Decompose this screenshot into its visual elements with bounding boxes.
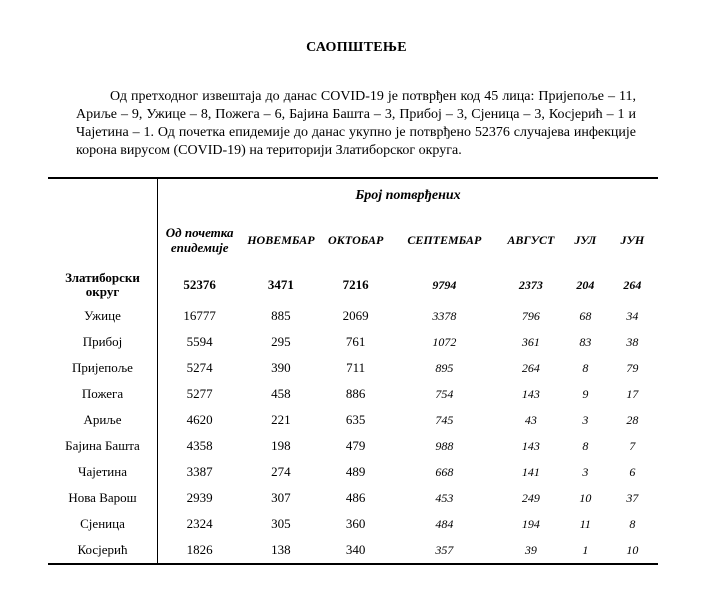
table-row (48, 537, 658, 564)
cell-value: 295 (271, 334, 291, 349)
cell-value: 340 (345, 542, 366, 557)
cell-value: 38 (626, 334, 639, 349)
cell-value: 711 (346, 360, 366, 375)
column-header-october: ОКТОБАР (327, 232, 384, 247)
cell-value: 1826 (186, 542, 213, 557)
total-row (48, 267, 658, 303)
column-header-since-start: Од почетка епидемије (165, 225, 234, 255)
table-row (48, 355, 658, 381)
cell-value: 34 (626, 308, 639, 323)
cell-value: 2324 (186, 516, 213, 531)
cell-value: 307 (271, 490, 291, 505)
cell-value: 361 (521, 334, 540, 349)
cell-value: 16777 (183, 308, 216, 323)
cell-value: 486 (345, 490, 366, 505)
cell-value: 885 (271, 308, 291, 323)
cell-value: 4358 (186, 438, 213, 453)
cell-value: 83 (579, 334, 592, 349)
cell-value: 745 (435, 412, 454, 427)
group-header-row (48, 178, 658, 213)
table-row (48, 433, 658, 459)
row-name: Пожега (48, 381, 158, 407)
cell-value: 1 (582, 542, 589, 557)
cases-table (48, 177, 658, 565)
table-row (48, 329, 658, 355)
row-name: Ужице (48, 303, 158, 329)
cell-value: 635 (345, 412, 366, 427)
cell-value: 668 (435, 464, 454, 479)
cell-value: 2069 (342, 308, 369, 323)
cell-value: 52376 (183, 277, 216, 292)
cell-value: 274 (271, 464, 291, 479)
cell-value: 249 (521, 490, 540, 505)
cell-value: 8 (582, 438, 589, 453)
cell-value: 17 (626, 386, 639, 401)
cell-value: 453 (435, 490, 454, 505)
cell-value: 79 (626, 360, 639, 375)
cell-value: 988 (435, 438, 454, 453)
column-header-september: СЕПТЕМБАР (407, 232, 482, 247)
column-header-july: ЈУЛ (574, 232, 597, 247)
cell-value: 138 (271, 542, 291, 557)
cell-value: 7 (629, 438, 636, 453)
cell-value: 489 (345, 464, 366, 479)
cell-value: 204 (576, 277, 595, 292)
cell-value: 4620 (186, 412, 213, 427)
cell-value: 3471 (267, 277, 294, 292)
cell-value: 143 (521, 386, 540, 401)
table-row (48, 459, 658, 485)
cell-value: 39 (524, 542, 537, 557)
cell-value: 264 (521, 360, 540, 375)
table-row (48, 381, 658, 407)
cell-value: 43 (524, 412, 537, 427)
cell-value: 10 (626, 542, 639, 557)
column-header-row (48, 213, 658, 267)
cell-value: 37 (626, 490, 639, 505)
row-name: Косјерић (48, 537, 158, 564)
cell-value: 11 (579, 516, 591, 531)
cell-value: 2939 (186, 490, 213, 505)
cell-value: 5594 (186, 334, 213, 349)
row-name: Прибој (48, 329, 158, 355)
table-row (48, 485, 658, 511)
cell-value: 7216 (342, 277, 369, 292)
cell-value: 761 (345, 334, 366, 349)
row-name: Нова Варош (48, 485, 158, 511)
column-header-june: ЈУН (620, 232, 645, 247)
cell-value: 458 (271, 386, 291, 401)
document-title: САОПШТЕЊЕ (306, 40, 407, 55)
cell-value: 5277 (186, 386, 213, 401)
row-name: Златиборски округ (48, 267, 158, 303)
cell-value: 2373 (518, 277, 543, 292)
table-row (48, 511, 658, 537)
group-header: Број потврђених (355, 188, 461, 203)
cell-value: 305 (271, 516, 291, 531)
cell-value: 390 (271, 360, 291, 375)
cell-value: 221 (271, 412, 291, 427)
cell-value: 3378 (432, 308, 457, 323)
row-name: Сјеница (48, 511, 158, 537)
row-name: Ариље (48, 407, 158, 433)
table-row (48, 303, 658, 329)
cell-value: 68 (579, 308, 592, 323)
cell-value: 28 (626, 412, 639, 427)
empty-header-cell (48, 213, 158, 267)
announcement-text: Од претходног извештаја до данас COVID-19 је потврђен код 45 лица: Пријепоље – 11, Ариље – 9, Ужице – 8, Пожега – 6, Бајина Башта – 3, Прибој – 3, Сјеница – 3, Косјерић – 1 и Чајетина – 1. Од почетка епидемије до данас укупно је потврђено 52376 случајева инфекције корона вирусом (COVID-19) на територији Златиборског округа. (76, 89, 636, 158)
cell-value: 360 (345, 516, 366, 531)
cell-value: 143 (521, 438, 540, 453)
cell-value: 8 (582, 360, 589, 375)
cell-value: 3387 (186, 464, 213, 479)
cell-value: 357 (435, 542, 454, 557)
cell-value: 9794 (432, 277, 457, 292)
cell-value: 141 (521, 464, 540, 479)
row-name: Чајетина (48, 459, 158, 485)
table-body (48, 267, 658, 564)
column-header-august: АВГУСТ (507, 232, 555, 247)
cell-value: 895 (435, 360, 454, 375)
table-row (48, 407, 658, 433)
cell-value: 198 (271, 438, 291, 453)
cell-value: 886 (345, 386, 366, 401)
cell-value: 194 (521, 516, 540, 531)
cell-value: 1072 (432, 334, 457, 349)
cell-value: 9 (582, 386, 589, 401)
announcement-paragraph (76, 88, 636, 160)
cell-value: 6 (629, 464, 636, 479)
cell-value: 10 (579, 490, 592, 505)
cell-value: 479 (345, 438, 366, 453)
cell-value: 484 (435, 516, 454, 531)
cell-value: 3 (582, 412, 589, 427)
cell-value: 3 (582, 464, 589, 479)
column-header-november: НОВЕМБАР (247, 232, 315, 247)
cell-value: 796 (521, 308, 540, 323)
cell-value: 754 (435, 386, 454, 401)
empty-header-cell (48, 178, 158, 213)
cell-value: 5274 (186, 360, 213, 375)
row-name: Бајина Башта (48, 433, 158, 459)
cell-value: 264 (623, 277, 642, 292)
cell-value: 8 (629, 516, 636, 531)
row-name: Пријепоље (48, 355, 158, 381)
